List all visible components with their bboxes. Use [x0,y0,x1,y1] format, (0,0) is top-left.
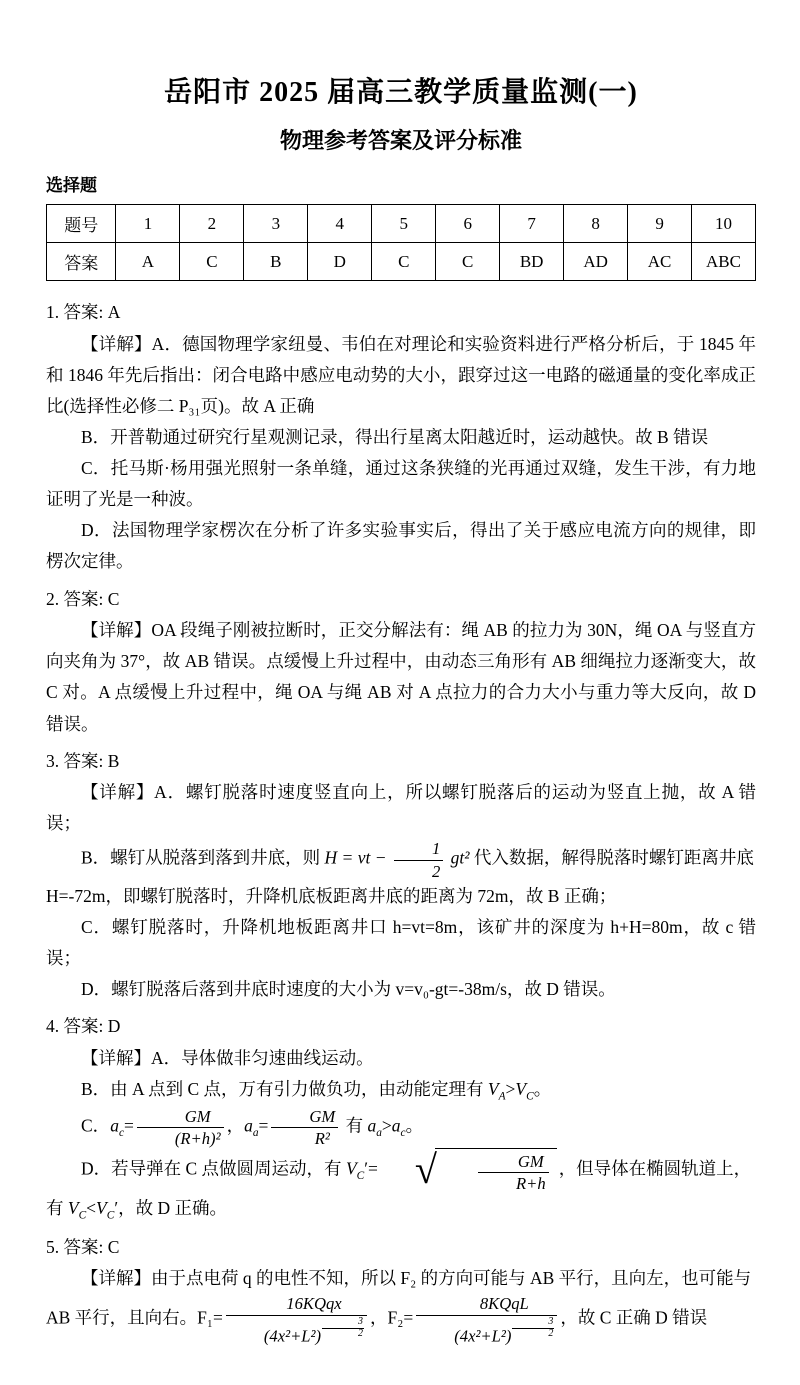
fraction-denominator: R+h [516,1173,546,1193]
fraction-numerator: 8KQqL [416,1294,557,1315]
table-cell-answer: C [372,243,436,281]
exponent-denominator: 2 [358,1327,364,1339]
fraction-numerator: 16KQqx [226,1294,367,1315]
fraction-denominator [226,1316,367,1346]
table-cell-number: 4 [308,205,372,243]
table-cell-answer: BD [500,243,564,281]
text-segment: C． [81,1115,111,1136]
table-cell-answer: C [180,243,244,281]
paragraph [46,1263,756,1345]
formula-variable: V [515,1078,527,1099]
formula-subscript: C [106,1209,115,1222]
question-heading: 3. 答案: B [46,750,120,771]
formula-operator: > [381,1115,392,1136]
denominator-base: (4x²+L²) [263,1325,322,1345]
formula-subscript: C [356,1169,365,1182]
formula-variable: V [96,1198,107,1219]
square-root [380,1148,557,1193]
text-segment: ，但导体在椭圆轨道上，有 [46,1158,752,1219]
section-label: 选择题 [46,176,97,195]
paragraph [46,839,756,911]
question-4 [46,1011,756,1226]
text-segment: B．由 A 点到 C 点，万有引力做负功，由动能定理有 [81,1078,488,1099]
fraction [478,1152,549,1193]
fraction-numerator: GM [478,1152,549,1173]
table-row-question-numbers [47,205,756,243]
fraction-denominator [416,1316,557,1346]
paragraph: 【详解】OA 段绳子刚被拉断时，正交分解法有：绳 AB 的拉力为 30N，绳 OA 与竖直方向夹角为 37°，故 AB 错误。点缓慢上升过程中，由动态三角形有 AB 细绳拉力逐渐变大，故 C 对。A 点缓慢上升过程中，绳 OA 与绳 AB 对 A 点拉力的合力大小与重力等大反向，故 D 错误。 [46,620,756,734]
text-segment: 有 [341,1115,368,1136]
fraction [137,1107,224,1148]
formula-variable: a [244,1115,253,1136]
fraction-denominator: R² [314,1128,330,1148]
paragraph: D．法国物理学家楞次在分析了许多实验事实后，得出了关于感应电流方向的规律，即楞次定律。 [46,520,756,572]
question-heading: 2. 答案: C [46,588,120,609]
denominator-base: (4x²+L²) [454,1325,512,1345]
text-segment: ′，故 D 正确。 [114,1198,228,1219]
formula-subscript: a [252,1126,259,1139]
fraction-numerator: GM [137,1107,224,1128]
exponent-fraction [322,1317,364,1340]
paragraph [46,1107,756,1148]
formula-variable: a [367,1115,377,1136]
question-heading: 4. 答案: D [46,1016,121,1037]
table-cell-answer: D [308,243,372,281]
text-segment: ， [226,1115,245,1136]
table-row-answers [47,243,756,281]
formula-subscript: C [526,1090,534,1103]
text-segment: 。 [405,1115,424,1136]
question-3 [46,746,756,1006]
table-cell-number: 2 [180,205,244,243]
paragraph: 【详解】A．螺钉脱落时速度竖直向上，所以螺钉脱落后的运动为竖直上抛，故 A 错误； [46,782,756,834]
formula-variable: V [487,1078,499,1099]
page-title: 岳阳市 2025 届高三教学质量监测(一) [164,77,638,108]
formula-text: gt² [450,848,470,869]
exponent-denominator: 2 [548,1327,554,1339]
table-cell-number: 1 [116,205,180,243]
paragraph: B．开普勒通过研究行星观测记录，得出行星离太阳越近时，运动越快。故 B 错误 [81,426,709,447]
fraction-numerator: GM [271,1107,338,1128]
table-header-question-number: 题号 [47,205,116,243]
paragraph: D．螺钉脱落后落到井底时速度的大小为 v=v₀-gt=-38m/s，故 D 错误。 [81,979,616,1000]
table-cell-answer: C [436,243,500,281]
fraction [416,1294,557,1345]
text-segment: ，故 C 正确 D 错误 [560,1307,708,1328]
formula-subscript: a [376,1126,382,1139]
formula-subscript: c [400,1126,406,1139]
fraction [226,1294,367,1345]
radical-sign-icon: √ [414,1147,438,1193]
question-2 [46,584,756,740]
paragraph: C．托马斯·杨用强光照射一条单缝，通过这条狭缝的光再通过双缝，发生干涉，有力地证明了光是一种波。 [46,458,756,510]
table-cell-number: 3 [244,205,308,243]
table-cell-number: 10 [692,205,756,243]
fraction [394,839,443,880]
paragraph [46,1074,756,1107]
table-cell-answer: AD [564,243,628,281]
table-header-answer: 答案 [47,243,116,281]
table-cell-number: 6 [436,205,500,243]
doc-subtitle: 物理参考答案及评分标准 [279,128,522,153]
table-cell-answer: B [244,243,308,281]
formula-operator: > [505,1078,516,1099]
fraction [271,1107,338,1148]
table-cell-number: 7 [500,205,564,243]
table-cell-answer: A [116,243,180,281]
table-cell-number: 5 [372,205,436,243]
formula-subscript: A [498,1090,506,1103]
text-segment: B．螺钉从脱落到落到井底，则 [81,848,321,869]
formula-subscript: c [118,1126,124,1139]
formula-operator: < [86,1198,97,1219]
question-5 [46,1232,756,1345]
exponent-numerator: 3 [322,1317,364,1329]
table-cell-answer: ABC [692,243,756,281]
formula-text: H = vt − [324,848,387,869]
formula-variable: V [67,1198,79,1219]
question-1 [46,297,756,578]
formula-operator: ′= [364,1158,378,1179]
formula-variable: V [345,1158,357,1179]
text-segment: D．若导弹在 C 点做圆周运动，有 [81,1158,346,1179]
table-cell-number: 8 [564,205,628,243]
text-segment: 。 [533,1078,552,1099]
table-cell-number: 9 [628,205,692,243]
table-cell-answer: AC [628,243,692,281]
paragraph [46,1148,756,1226]
formula-subscript: C [78,1209,87,1222]
paragraph: 【详解】A．德国物理学家纽曼、韦伯在对理论和实验资料进行严格分析后，于 1845 年和 1846 年先后指出：闭合电路中感应电动势的大小，跟穿过这一电路的磁通量的变化率成正比(选择性必修二 P₃₁页)。故 A 正确 [46,333,756,416]
fraction-numerator: 1 [394,839,443,860]
formula-variable: a [391,1115,401,1136]
text-segment: 代入数据，解得脱落时螺钉距离井底 H=-72m，即螺钉脱落时，升降机底板距离井底的距离为 72m，故 B 正确； [46,848,754,906]
exponent-numerator: 3 [512,1317,554,1329]
fraction-denominator: 2 [431,861,441,881]
paragraph: 【详解】A．导体做非匀速曲线运动。 [81,1047,374,1068]
fraction-denominator: (R+h)² [174,1128,221,1148]
paragraph: C．螺钉脱落时，升降机地板距离井口 h=vt=8m，该矿井的深度为 h+H=80m，故 c 错误； [46,916,756,968]
answer-table [46,204,756,281]
formula-operator: = [258,1115,269,1136]
text-segment: ，F₂= [370,1307,414,1328]
exponent-fraction [512,1317,554,1340]
text-segment: 【详解】由于点电荷 q 的电性不知，所以 F₂ 的方向可能与 AB 平行，且向左，也可能与 AB 平行，且向右。F₁= [46,1268,752,1328]
formula-variable: a [110,1115,119,1136]
question-heading: 1. 答案: A [46,302,121,322]
formula-operator: = [123,1115,134,1136]
question-heading: 5. 答案: C [46,1236,120,1257]
